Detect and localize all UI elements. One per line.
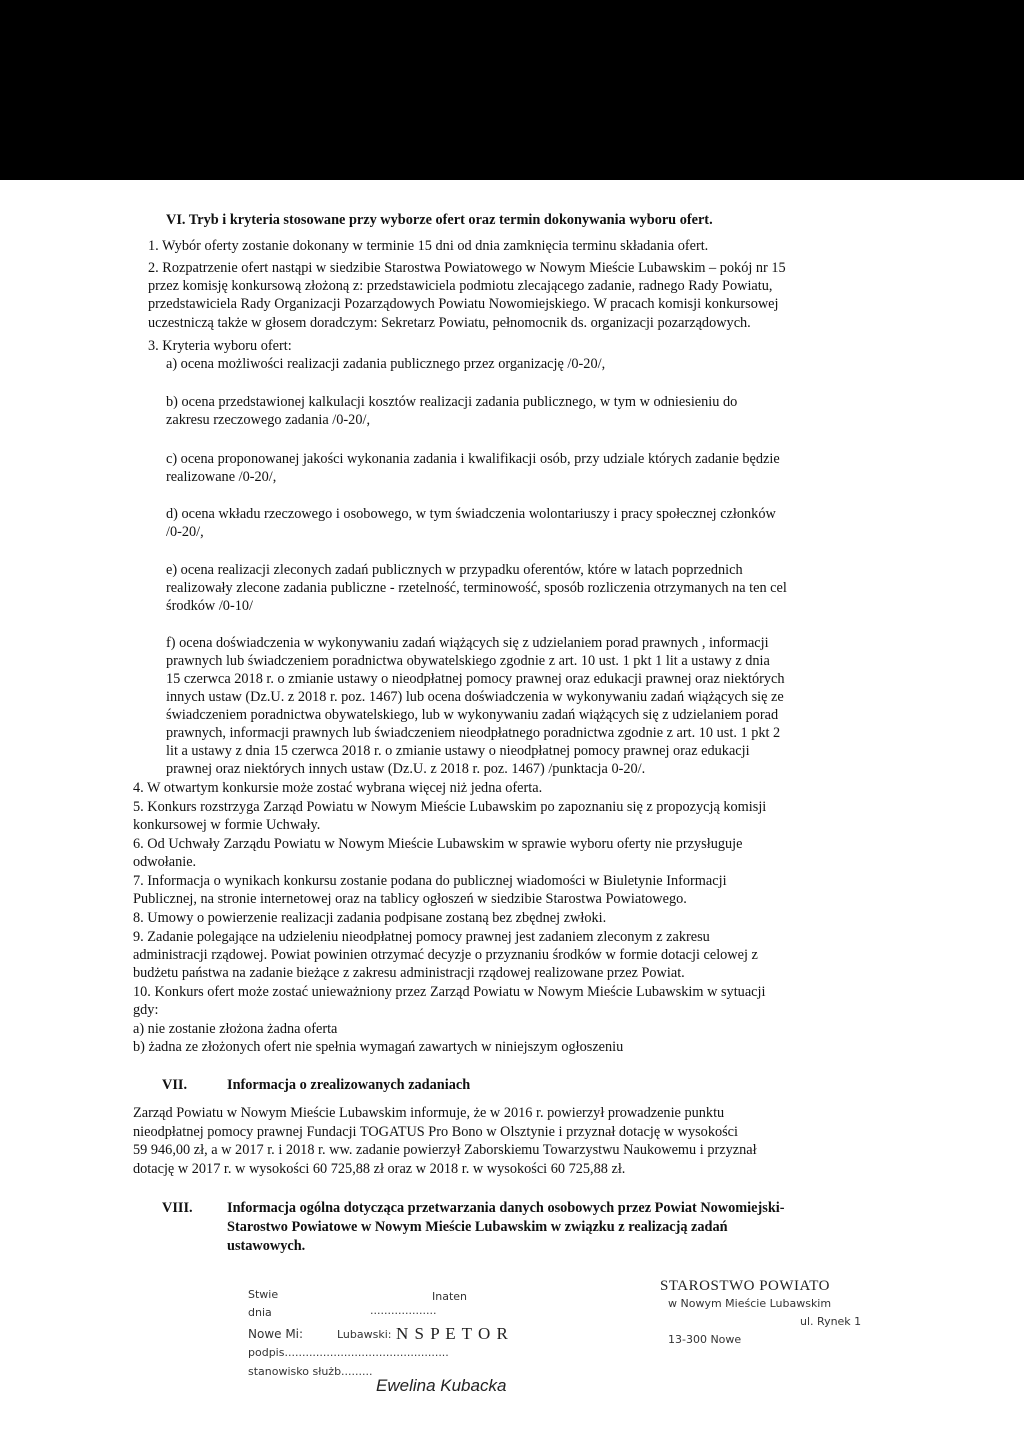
stamp-position-line: stanowisko służb......... <box>248 1365 373 1378</box>
criterion-d-line-2: /0-20/, <box>166 524 204 540</box>
criterion-c-line-2: realizowane /0-20/, <box>166 469 277 485</box>
criterion-f-line-6: prawnych, informacji prawnych lub świadczeniem nieodpłatnego poradnictwa zgodnie z art. 10 ust. 1 pkt 2 <box>166 725 781 741</box>
section-6-heading: VI. Tryb i kryteria stosowane przy wyborze ofert oraz termin dokonywania wyboru ofert. <box>166 212 713 228</box>
office-stamp-line-4: 13-300 Nowe <box>668 1333 742 1346</box>
office-stamp-line-2: w Nowym Mieście Lubawskim <box>668 1297 832 1310</box>
item-4: 4. W otwartym konkursie może zostać wybrana więcej niż jedna oferta. <box>133 780 543 796</box>
criterion-a: a) ocena możliwości realizacji zadania publicznego przez organizację /0-20/, <box>166 356 606 372</box>
stamp-field-2a: dnia <box>248 1306 272 1319</box>
stamp-inspektor: N S P E T O R <box>396 1324 509 1343</box>
criterion-d-line-1: d) ocena wkładu rzeczowego i osobowego, w tym świadczenia wolontariuszy i pracy społecznej członków <box>166 506 776 522</box>
stamp-field-3a: Nowe Mi: <box>248 1327 304 1341</box>
criterion-b-line-2: zakresu rzeczowego zadania /0-20/, <box>166 412 371 428</box>
item-9-line-1: 9. Zadanie polegające na udzieleniu nieodpłatnej pomocy prawnej jest zadaniem zleconym z zakresu <box>133 929 710 945</box>
item-7-line-1: 7. Informacja o wynikach konkursu zostanie podana do publicznej wiadomości w Biuletynie Informacji <box>133 873 727 889</box>
stamp-field-2b: ................... <box>370 1304 437 1317</box>
item-9-line-3: budżetu państwa na zadanie bieżące z zakresu administracji rządowej realizowane przez Powiat. <box>133 965 685 981</box>
criterion-f-line-8: prawnej oraz niektórych innych ustaw (Dz.U. z 2018 r. poz. 1467) /punktacja 0-20/. <box>166 761 646 777</box>
criterion-e-line-3: środków /0-10/ <box>166 598 253 614</box>
section-8-heading-line-1: Informacja ogólna dotycząca przetwarzania danych osobowych przez Powiat Nowomiejski- <box>227 1200 785 1216</box>
item-7-line-2: Publicznej, na stronie internetowej oraz na tablicy ogłoszeń w siedzibie Starostwa Powiatowego. <box>133 891 687 907</box>
item-2-line-2: przez komisję konkursową złożoną z: przedstawiciela podmiotu zlecającego zadanie, radnego Rady Powiatu, <box>148 278 773 294</box>
item-10-line-1: 10. Konkurs ofert może zostać unieważniony przez Zarząd Powiatu w Nowym Mieście Lubawskim w sytuacji <box>133 984 766 1000</box>
criterion-f-line-1: f) ocena doświadczenia w wykonywaniu zadań wiążących się z udzielaniem porad prawnych , informacji <box>166 635 769 651</box>
section-7-number: VII. <box>162 1077 188 1093</box>
section-8-heading-line-3: ustawowych. <box>227 1238 306 1254</box>
criterion-f-line-3: 15 czerwca 2018 r. o zmianie ustawy o nieodpłatnej pomocy prawnej oraz edukacji prawnej oraz niektórych <box>166 671 785 687</box>
item-10-line-2: gdy: <box>133 1002 159 1018</box>
stamp-field-1a: Stwie <box>248 1288 279 1301</box>
item-6-line-2: odwołanie. <box>133 854 197 870</box>
criterion-c-line-1: c) ocena proponowanej jakości wykonania zadania i kwalifikacji osób, przy udziale których zadanie będzie <box>166 451 780 467</box>
section-8-number: VIII. <box>162 1200 193 1216</box>
item-5-line-2: konkursowej w formie Uchwały. <box>133 817 321 833</box>
item-2-line-3: przedstawiciela Rady Organizacji Pozarządowych Powiatu Nowomiejskiego. W pracach komisji konkursowej <box>148 296 779 312</box>
item-10-line-4: b) żadna ze złożonych ofert nie spełnia wymagań zawartych w niniejszym ogłoszeniu <box>133 1039 624 1055</box>
office-stamp-line-3: ul. Rynek 1 <box>800 1315 862 1328</box>
handwritten-signature: Ewelina Kubacka <box>376 1376 507 1395</box>
criterion-e-line-2: realizowały zlecone zadania publiczne - rzetelność, terminowość, sposób rozliczenia otrzymanych na ten cel <box>166 580 787 596</box>
item-10-line-3: a) nie zostanie złożona żadna oferta <box>133 1021 338 1037</box>
criterion-f-line-2: prawnych lub świadczeniem poradnictwa obywatelskiego zgodnie z art. 10 ust. 1 pkt 1 lit a ustawy z dnia <box>166 653 770 669</box>
section-7-line-3: 59 946,00 zł, a w 2017 r. i 2018 r. ww. zadanie powierzył Zaborskiemu Towarzystwu Naukowemu i przyznał <box>133 1142 757 1158</box>
criterion-b-line-1: b) ocena przedstawionej kalkulacji kosztów realizacji zadania publicznego, w tym w odniesieniu do <box>166 394 738 410</box>
section-8-heading-line-2: Starostwo Powiatowe w Nowym Mieście Lubawskim w związku z realizacją zadań <box>227 1219 728 1235</box>
stamp-field-1b: Inaten <box>432 1290 468 1303</box>
item-9-line-2: administracji rządowej. Powiat powinien otrzymać decyzje o przyznaniu środków w formie dotacji celowej z <box>133 947 758 963</box>
item-6-line-1: 6. Od Uchwały Zarządu Powiatu w Nowym Mieście Lubawskim w sprawie wyboru oferty nie przysługuje <box>133 836 743 852</box>
section-7-line-2: nieodpłatnej pomocy prawnej Fundacji TOGATUS Pro Bono w Olsztynie i przyznał dotację w wysokości <box>133 1124 738 1140</box>
item-1: 1. Wybór oferty zostanie dokonany w terminie 15 dni od dnia zamknięcia terminu składania ofert. <box>148 238 709 254</box>
stamp-signature-line: podpis............................................... <box>248 1346 449 1359</box>
item-2-line-4: uczestniczą także w głosem doradczym: Sekretarz Powiatu, pełnomocnik ds. organizacji pozarządowych. <box>148 315 751 331</box>
criterion-f-line-4: innych ustaw (Dz.U. z 2018 r. poz. 1467) lub ocena doświadczenia w wykonywaniu zadań wiążących się ze <box>166 689 784 705</box>
section-7-line-4: dotację w 2017 r. w wysokości 60 725,88 zł oraz w 2018 r. w wysokości 60 725,88 zł. <box>133 1161 626 1177</box>
criterion-e-line-1: e) ocena realizacji zleconych zadań publicznych w przypadku oferentów, które w latach poprzednich <box>166 562 743 578</box>
section-7-line-1: Zarząd Powiatu w Nowym Mieście Lubawskim informuje, że w 2016 r. powierzył prowadzenie punktu <box>133 1105 725 1121</box>
item-3: 3. Kryteria wyboru ofert: <box>148 338 292 354</box>
item-5-line-1: 5. Konkurs rozstrzyga Zarząd Powiatu w Nowym Mieście Lubawskim po zapoznaniu się z propozycją komisji <box>133 799 767 815</box>
criterion-f-line-5: świadczeniem poradnictwa obywatelskiego, lub w wykonywaniu zadań wiążących się z udzielaniem porad <box>166 707 779 723</box>
stamp-field-3b: Lubawski: <box>337 1328 392 1341</box>
item-2-line-1: 2. Rozpatrzenie ofert nastąpi w siedzibie Starostwa Powiatowego w Nowym Mieście Lubawskim – pokój nr 15 <box>148 260 786 276</box>
office-stamp-line-1: STAROSTWO POWIATO <box>660 1278 830 1294</box>
criterion-f-line-7: lit a ustawy z dnia 15 czerwca 2018 r. o zmianie ustawy o nieodpłatnej pomocy prawnej oraz edukacji <box>166 743 750 759</box>
section-7-heading: Informacja o zrealizowanych zadaniach <box>227 1077 471 1093</box>
item-8: 8. Umowy o powierzenie realizacji zadania podpisane zostaną bez zbędnej zwłoki. <box>133 910 607 926</box>
